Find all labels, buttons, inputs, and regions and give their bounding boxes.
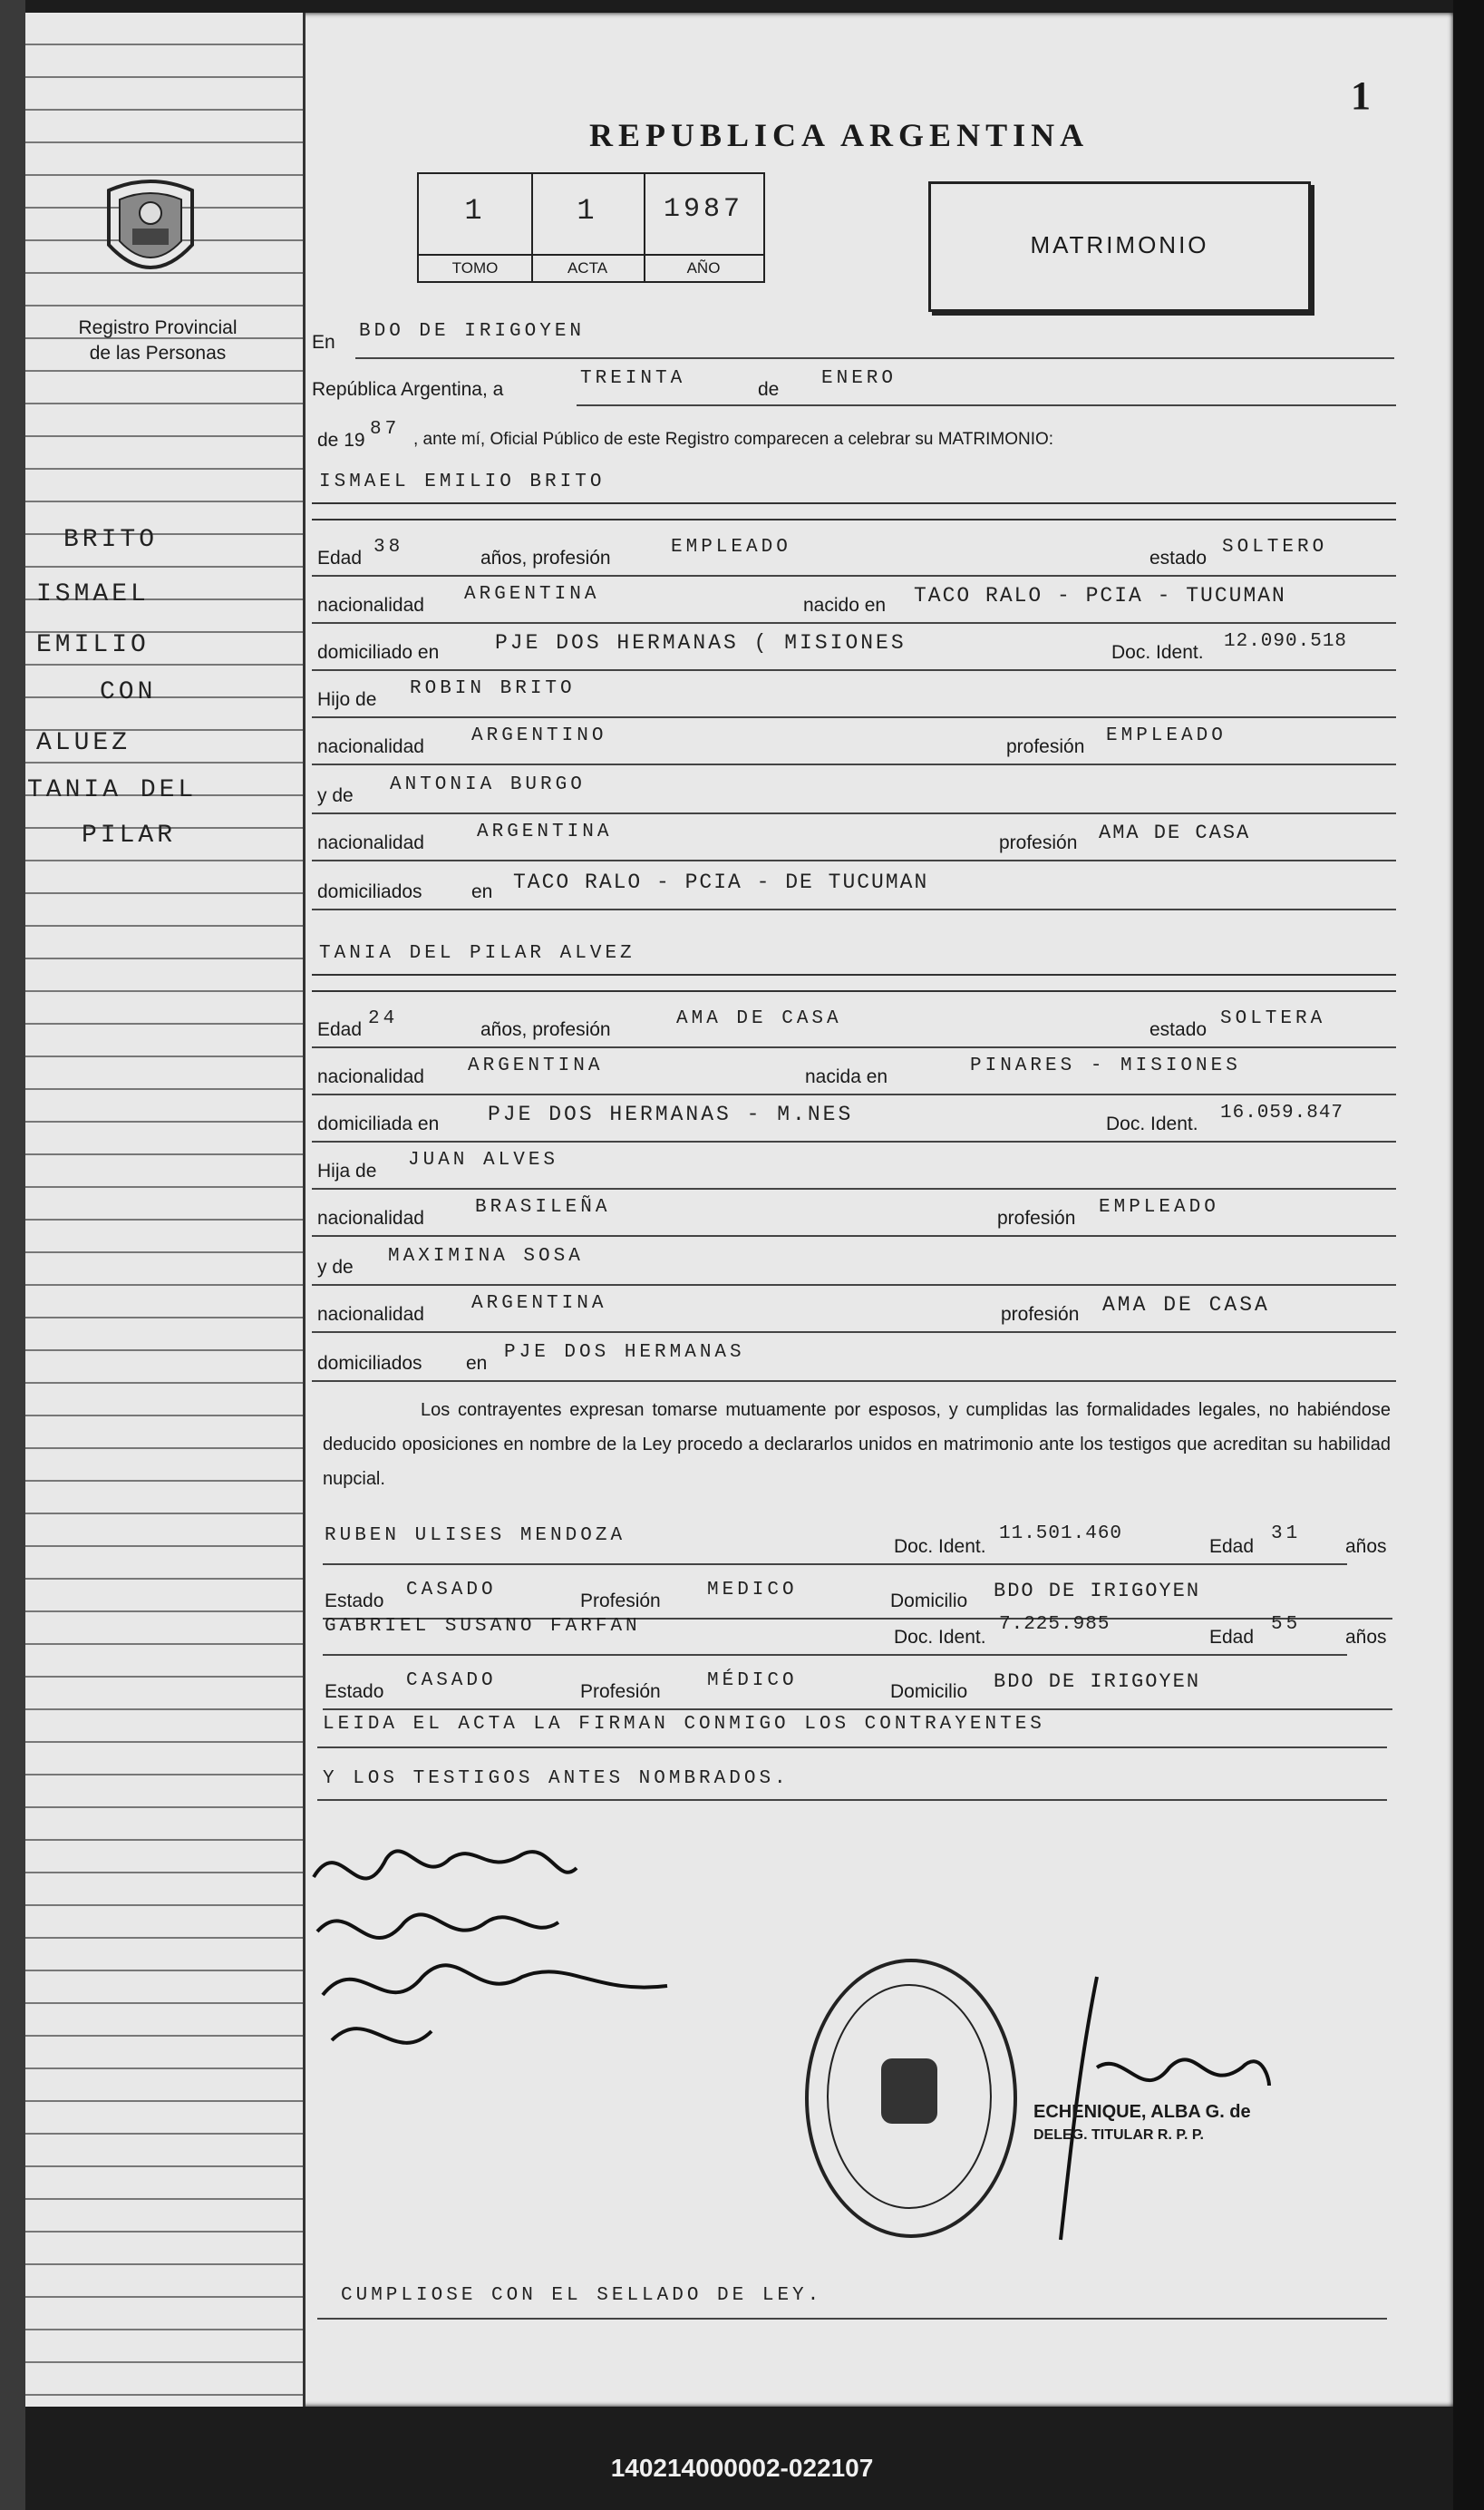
groom-father-nationality: ARGENTINO (471, 725, 607, 746)
hijo-label: Hijo de (317, 689, 377, 710)
groom-birthplace: TACO RALO - PCIA - TUCUMAN (914, 584, 1286, 608)
bride-father-profession: EMPLEADO (1099, 1197, 1219, 1218)
underline (312, 1046, 1396, 1048)
anos-label: años (1345, 1536, 1387, 1557)
provincial-seal-icon (100, 172, 201, 290)
underline (312, 1235, 1396, 1237)
record-type: MATRIMONIO (1030, 231, 1209, 258)
witness-age: 55 (1271, 1614, 1302, 1635)
acta-value: 1 (577, 194, 598, 228)
underline (323, 1708, 1392, 1710)
witness-doc: 11.501.460 (999, 1523, 1123, 1544)
underline (312, 764, 1396, 765)
groom-mother: ANTONIA BURGO (390, 774, 586, 795)
bride-parents-address: PJE DOS HERMANAS (504, 1342, 745, 1363)
image-id: 140214000002-022107 (610, 2454, 874, 2482)
underline (312, 1094, 1396, 1095)
anos-label: años (1345, 1627, 1387, 1648)
domiciliados-label: domiciliados (317, 881, 422, 902)
place-value: BDO DE IRIGOYEN (359, 321, 586, 342)
groom-father-profession: EMPLEADO (1106, 725, 1227, 746)
footer-note: CUMPLIOSE CON EL SELLADO DE LEY. (341, 2285, 823, 2306)
yde-label: y de (317, 785, 354, 806)
ano-label: AÑO (644, 254, 763, 281)
yde-label: y de (317, 1257, 354, 1278)
edad-label: Edad (317, 1019, 363, 1040)
tomo-label: TOMO (419, 254, 531, 281)
nacionalidad-label: nacionalidad (317, 832, 424, 853)
margin-name: TANIA DEL (27, 776, 198, 804)
closing-line-2: Y LOS TESTIGOS ANTES NOMBRADOS. (323, 1768, 790, 1789)
witness-profession: MÉDICO (707, 1670, 798, 1691)
margin-column (25, 13, 305, 2407)
de-label: de (758, 379, 780, 400)
nacionalidad-label: nacionalidad (317, 1208, 424, 1229)
en-label: en (471, 881, 493, 902)
en-label: En (312, 332, 335, 353)
groom-mother-nationality: ARGENTINA (477, 822, 613, 842)
stamp-emblem-icon (881, 2058, 937, 2124)
margin-name: EMILIO (36, 631, 150, 659)
underline (312, 622, 1396, 624)
record-type-box (928, 181, 1311, 312)
profesion-label: Profesión (580, 1681, 661, 1702)
bride-birthplace: PINARES - MISIONES (970, 1056, 1241, 1076)
edad-label: Edad (317, 548, 363, 569)
bride-status: SOLTERA (1220, 1008, 1326, 1029)
page-number: 1 (1351, 73, 1371, 118)
groom-name: ISMAEL EMILIO BRITO (319, 472, 606, 492)
groom-age: 38 (373, 537, 404, 558)
registry-office: Registro Provincial de las Personas (78, 317, 238, 364)
stamp-inner-ring (827, 1984, 992, 2209)
bride-profession: AMA DE CASA (676, 1008, 842, 1029)
margin-name: ALUEZ (36, 729, 131, 757)
acta-cell (531, 174, 645, 281)
margin-name: ISMAEL (36, 580, 150, 608)
nacionalidad-label: nacionalidad (317, 1066, 424, 1087)
edad-label: Edad (1209, 1536, 1255, 1557)
estado-label: estado (1149, 1019, 1208, 1040)
nacionalidad-label: nacionalidad (317, 1304, 424, 1325)
underline (312, 1141, 1396, 1143)
intro-text: , ante mí, Oficial Público de este Registro comparecen a celebrar su MATRIMONIO: (413, 430, 1054, 449)
book-spine (0, 0, 25, 2510)
witness-domicile: BDO DE IRIGOYEN (994, 1580, 1201, 1602)
bride-mother-nationality: ARGENTINA (471, 1293, 607, 1314)
margin-name: BRITO (63, 526, 159, 554)
underline (312, 909, 1396, 910)
bride-age: 24 (368, 1008, 399, 1029)
official-title: DELEG. TITULAR R. P. P. (1033, 2127, 1204, 2143)
underline (312, 1331, 1396, 1333)
underline (312, 812, 1396, 814)
profesion-label: profesión (999, 832, 1078, 853)
en-label: en (466, 1353, 488, 1374)
nacionalidad-label: nacionalidad (317, 595, 424, 616)
witness-status: CASADO (406, 1580, 497, 1600)
book-edge (1453, 0, 1484, 2510)
doc-label: Doc. Ident. (894, 1536, 986, 1557)
doc-label: Doc. Ident. (1111, 642, 1204, 663)
groom-address: PJE DOS HERMANAS ( MISIONES (495, 631, 907, 655)
domiciliada-label: domiciliada en (317, 1114, 440, 1134)
anos-profesion-label: años, profesión (480, 548, 611, 569)
groom-parents-address: TACO RALO - PCIA - DE TUCUMAN (513, 871, 929, 894)
witness-domicile: BDO DE IRIGOYEN (994, 1670, 1201, 1693)
witness-doc: 7.225.985 (999, 1614, 1111, 1635)
estado-label: Estado (325, 1591, 384, 1611)
year-prefix: de 19 (317, 430, 365, 451)
bride-father: JUAN ALVES (408, 1150, 559, 1171)
margin-name: CON (100, 678, 157, 706)
ano-cell (644, 174, 763, 281)
underline (312, 860, 1396, 861)
witness-age: 31 (1271, 1523, 1302, 1544)
bride-mother-profession: AMA DE CASA (1102, 1293, 1270, 1317)
domicilio-label: Domicilio (890, 1591, 968, 1611)
bride-father-nationality: BRASILEÑA (475, 1197, 611, 1218)
groom-status: SOLTERO (1222, 537, 1328, 558)
underline (312, 669, 1396, 671)
month-value: ENERO (821, 368, 897, 389)
underline (312, 1380, 1396, 1382)
estado-label: estado (1149, 548, 1208, 569)
underline (312, 716, 1396, 718)
day-value: TREINTA (580, 368, 686, 389)
official-name: ECHENIQUE, ALBA G. de (1033, 2102, 1251, 2122)
underline (323, 1654, 1347, 1656)
declaration-text: Los contrayentes expresan tomarse mutuamente por esposos, y cumplidas las formalidades legales, no habiéndose deducido oposiciones en nombre de la Ley procedo a declararlos unidos en matrimonio ante los testigos que acreditan su habilidad nupcial. (323, 1400, 1391, 1489)
tomo-value: 1 (464, 194, 486, 228)
underline (312, 575, 1396, 577)
underline (312, 1284, 1396, 1286)
nacida-label: nacida en (805, 1066, 888, 1087)
witness-profession: MEDICO (707, 1580, 798, 1600)
anos-profesion-label: años, profesión (480, 1019, 611, 1040)
year-suffix: 87 (370, 419, 401, 440)
bride-mother: MAXIMINA SOSA (388, 1246, 584, 1267)
doc-label: Doc. Ident. (894, 1627, 986, 1648)
witness-name: GABRIEL SUSANO FARFAN (325, 1616, 641, 1637)
profesion-label: profesión (1001, 1304, 1080, 1325)
bride-doc: 16.059.847 (1220, 1103, 1344, 1124)
closing-line-1: LEIDA EL ACTA LA FIRMAN CONMIGO LOS CONTRAYENTES (323, 1714, 1045, 1735)
nacido-label: nacido en (803, 595, 887, 616)
acta-label: ACTA (531, 254, 644, 281)
nacionalidad-label: nacionalidad (317, 736, 424, 757)
groom-profession: EMPLEADO (671, 537, 791, 558)
rep-label: República Argentina, a (312, 379, 504, 400)
domiciliados-label: domiciliados (317, 1353, 422, 1374)
groom-nationality: ARGENTINA (464, 584, 600, 605)
acta-box (417, 172, 765, 283)
hija-label: Hija de (317, 1161, 377, 1182)
estado-label: Estado (325, 1681, 384, 1702)
domicilio-label: domiciliado en (317, 642, 440, 663)
margin-name: PILAR (82, 822, 177, 850)
country-title: REPUBLICA ARGENTINA (589, 117, 1090, 153)
underline (323, 1563, 1347, 1565)
profesion-label: Profesión (580, 1591, 661, 1611)
witness-status: CASADO (406, 1670, 497, 1691)
bride-name: TANIA DEL PILAR ALVEZ (319, 943, 635, 964)
witness-name: RUBEN ULISES MENDOZA (325, 1525, 626, 1546)
domicilio-label: Domicilio (890, 1681, 968, 1702)
groom-father: ROBIN BRITO (410, 678, 576, 699)
edad-label: Edad (1209, 1627, 1255, 1648)
tomo-cell (419, 174, 533, 281)
groom-mother-profession: AMA DE CASA (1099, 822, 1251, 844)
underline (312, 1188, 1396, 1190)
doc-label: Doc. Ident. (1106, 1114, 1198, 1134)
profesion-label: profesión (1006, 736, 1085, 757)
profesion-label: profesión (997, 1208, 1076, 1229)
groom-doc: 12.090.518 (1224, 631, 1348, 652)
contrayentes-signatures (305, 1823, 685, 2086)
bride-address: PJE DOS HERMANAS - M.NES (488, 1103, 854, 1126)
ano-value: 1987 (663, 194, 743, 225)
bride-nationality: ARGENTINA (468, 1056, 604, 1076)
